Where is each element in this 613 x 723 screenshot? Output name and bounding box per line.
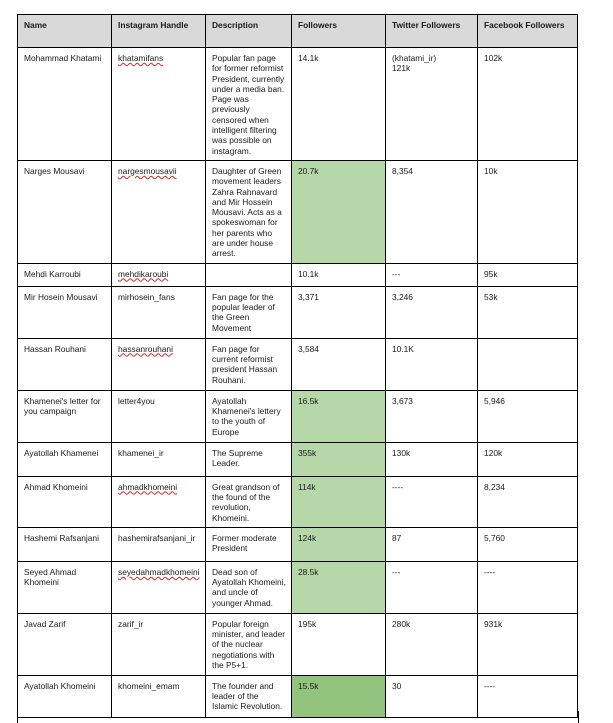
table-row (18, 286, 578, 338)
handle-cell: letter4you (112, 390, 206, 442)
handle-cell (112, 48, 206, 161)
description-cell: Popular fan page for former reformist President, currently under a media ban. Page was previously censored when intelligent filtering was possible on instagram. (206, 48, 292, 161)
name-cell: Hashemi Rafsanjani (18, 527, 112, 561)
handle-cell: khomeini_emam (112, 675, 206, 717)
header-description: Description (206, 15, 292, 48)
name-cell: Seyed Ahmad Khomeini (18, 561, 112, 613)
name-cell: Mir Hosein Mousavi (18, 286, 112, 338)
description-cell: Fan page for the popular leader of the Green Movement (206, 286, 292, 338)
name-cell: Khamenei's letter for you campaign (18, 390, 112, 442)
followers-cell: 10.1k (292, 263, 386, 286)
twitter-cell: 87 (386, 527, 478, 561)
description-cell: Daughter of Green movement leaders Zahra Rahnavard and Mir Hossein Mousavi. Acts as a spokeswoman for her parents who are under house arrest. (206, 161, 292, 264)
handle-cell (112, 476, 206, 527)
header-name: Name (18, 15, 112, 48)
description-cell: Ayatollah Khamenei's lettery to the youth of Europe (206, 390, 292, 442)
table-row (18, 390, 578, 442)
header-followers: Followers (292, 15, 386, 48)
table-row (18, 48, 578, 161)
handle-text: nargesmousavii (118, 166, 177, 176)
facebook-cell: 120k (478, 442, 578, 476)
facebook-cell: 10k (478, 161, 578, 264)
facebook-cell: 53k (478, 286, 578, 338)
handle-cell (112, 161, 206, 264)
header-row (18, 15, 578, 48)
handle-cell: hashemirafsanjani_ir (112, 527, 206, 561)
handle-cell: mirhosein_fans (112, 286, 206, 338)
twitter-cell: ---- (386, 476, 478, 527)
handle-text: seyedahmadkhomeini (118, 566, 200, 577)
header-instagram-handle: Instagram Handle (112, 15, 206, 48)
handle-cell (112, 263, 206, 286)
handle-text: mehdikaroubi (118, 268, 169, 279)
description-cell: Dead son of Ayatollah Khomeini, and uncle of younger Ahmad. (206, 561, 292, 613)
page-edge-lines (17, 711, 579, 723)
table-row (18, 263, 578, 286)
followers-cell: 124k (292, 527, 386, 561)
twitter-cell: 3,673 (386, 390, 478, 442)
table-row (18, 476, 578, 527)
table-row (18, 613, 578, 675)
handle-text: khatamifans (118, 53, 164, 63)
name-cell: Narges Mousavi (18, 161, 112, 264)
followers-cell: 114k (292, 476, 386, 527)
table-row (18, 561, 578, 613)
description-cell: Popular foreign minister, and leader of the nuclear negotiations with the P5+1. (206, 613, 292, 675)
description-cell: Fan page for current reformist president Hassan Rouhani. (206, 338, 292, 390)
followers-cell: 20.7k (292, 161, 386, 264)
header-twitter-followers: Twitter Followers (386, 15, 478, 48)
twitter-cell: --- (386, 561, 478, 613)
facebook-cell: 5,946 (478, 390, 578, 442)
handle-text: ahmadkhomeini (118, 481, 178, 492)
followers-table (17, 14, 578, 718)
followers-cell: 195k (292, 613, 386, 675)
twitter-cell: 8,354 (386, 161, 478, 264)
twitter-cell: 3,246 (386, 286, 478, 338)
name-cell: Ahmad Khomeini (18, 476, 112, 527)
handle-cell (112, 338, 206, 390)
description-cell: The Supreme Leader. (206, 442, 292, 476)
followers-cell: 16.5k (292, 390, 386, 442)
facebook-cell: 95k (478, 263, 578, 286)
twitter-cell: 10.1K (386, 338, 478, 390)
description-cell: The founder and leader of the Islamic Revolution. (206, 675, 292, 717)
facebook-cell (478, 338, 578, 390)
table-row (18, 442, 578, 476)
handle-cell: khamenei_ir (112, 442, 206, 476)
description-cell: Former moderate President (206, 527, 292, 561)
facebook-cell: 8,234 (478, 476, 578, 527)
name-cell: Mohammad Khatami (18, 48, 112, 161)
name-cell: Ayatollah Khomeini (18, 675, 112, 717)
followers-cell: 14.1k (292, 48, 386, 161)
name-cell: Mehdi Karroubi (18, 263, 112, 286)
handle-text: hassanrouhani (118, 343, 173, 354)
name-cell: Javad Zarif (18, 613, 112, 675)
twitter-cell: 130k (386, 442, 478, 476)
followers-cell: 28.5k (292, 561, 386, 613)
twitter-cell: (khatami_ir) 121k (386, 48, 478, 161)
table-row (18, 161, 578, 264)
facebook-cell: 931k (478, 613, 578, 675)
followers-cell: 3,584 (292, 338, 386, 390)
facebook-cell: 5,760 (478, 527, 578, 561)
name-cell: Ayatollah Khamenei (18, 442, 112, 476)
facebook-cell: ---- (478, 561, 578, 613)
facebook-cell: ---- (478, 675, 578, 717)
twitter-cell: --- (386, 263, 478, 286)
handle-cell (112, 561, 206, 613)
twitter-cell: 30 (386, 675, 478, 717)
followers-cell: 15.5k (292, 675, 386, 717)
header-facebook-followers: Facebook Followers (478, 15, 578, 48)
followers-cell: 355k (292, 442, 386, 476)
facebook-cell: 102k (478, 48, 578, 161)
table-row (18, 338, 578, 390)
table-row (18, 527, 578, 561)
twitter-cell: 280k (386, 613, 478, 675)
followers-cell: 3,371 (292, 286, 386, 338)
description-cell: Great grandson of the found of the revolution, Khomeini. (206, 476, 292, 527)
description-cell (206, 263, 292, 286)
name-cell: Hassan Rouhani (18, 338, 112, 390)
handle-cell: zarif_ir (112, 613, 206, 675)
